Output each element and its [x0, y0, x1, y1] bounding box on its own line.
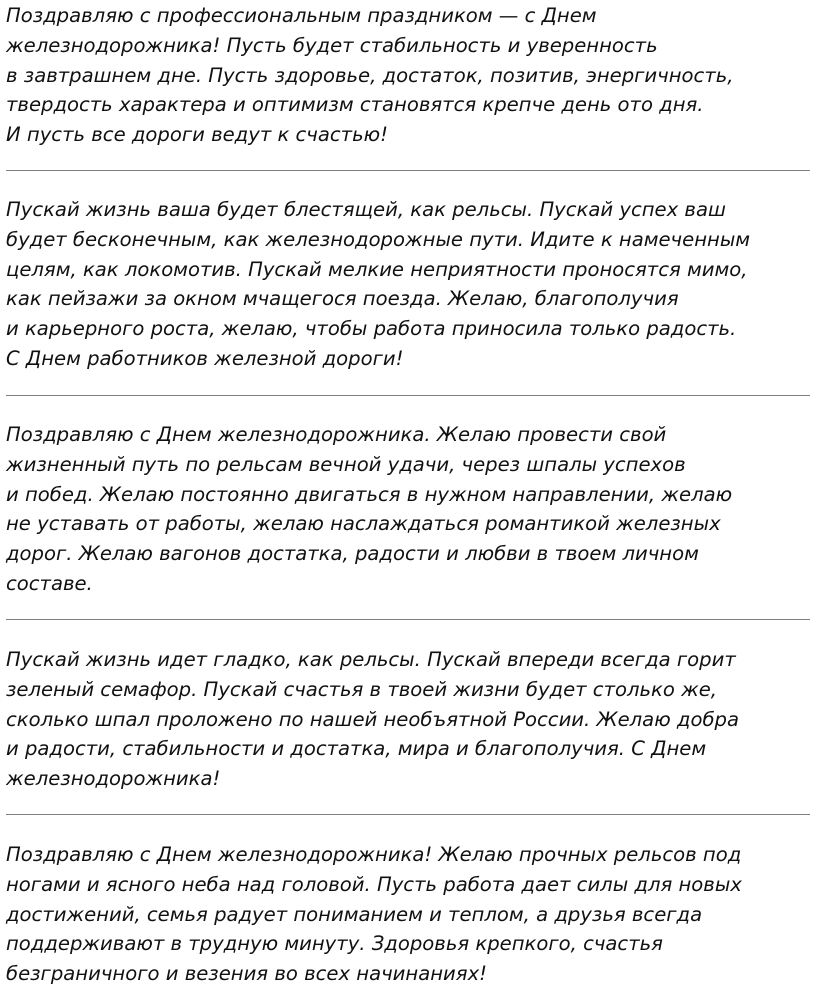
greeting-line: ногами и ясного неба над головой. Пусть работа дает силы для новых — [6, 872, 742, 896]
divider — [6, 170, 810, 171]
greeting-line: жизненный путь по рельсам вечной удачи, через шпалы успехов — [6, 452, 686, 476]
greeting-line: составе. — [6, 571, 93, 595]
greeting-line: железнодорожника! — [6, 767, 221, 791]
greeting-1 — [6, 1, 814, 150]
greeting-line: дорог. Желаю вагонов достатка, радости и любви в твоем личном — [6, 542, 699, 566]
greeting-2 — [6, 195, 814, 374]
greeting-line: в завтрашнем дне. Пусть здоровье, достаток, позитив, энергичность, — [6, 63, 734, 87]
greeting-line: и радости, стабильности и достатка, мира и благополучия. С Днем — [6, 737, 707, 761]
greeting-line: твердость характера и оптимизм становятся крепче день ото дня. — [6, 93, 704, 117]
divider — [6, 619, 810, 620]
greeting-3 — [6, 420, 814, 599]
greeting-line: безграничного и везения во всех начинаниях! — [6, 962, 488, 986]
greeting-5 — [6, 840, 814, 989]
greeting-4 — [6, 645, 814, 794]
greeting-line: железнодорожника! Пусть будет стабильность и уверенность — [6, 33, 658, 57]
greeting-line: как пейзажи за окном мчащегося поезда. Желаю, благополучия — [6, 287, 679, 311]
divider — [6, 395, 810, 396]
greeting-line: и побед. Желаю постоянно двигаться в нужном направлении, желаю — [6, 482, 733, 506]
greeting-line: И пусть все дороги ведут к счастью! — [6, 123, 388, 147]
greeting-line: будет бесконечным, как железнодорожные пути. Идите к намеченным — [6, 227, 751, 251]
greeting-line: поддерживают в трудную минуту. Здоровья крепкого, счастья — [6, 932, 663, 956]
greeting-line: зеленый семафор. Пускай счастья в твоей жизни будет столько же, — [6, 677, 718, 701]
greeting-line: и карьерного роста, желаю, чтобы работа приносила только радость. — [6, 317, 737, 341]
greeting-line: Поздравляю с Днем железнодорожника! Желаю прочных рельсов под — [6, 843, 742, 866]
greeting-line: Поздравляю с Днем железнодорожника. Желаю провести свой — [6, 423, 667, 446]
greeting-line: Пускай жизнь ваша будет блестящей, как рельсы. Пускай успех ваш — [6, 198, 726, 221]
greeting-line: сколько шпал проложено по нашей необъятной России. Желаю добра — [6, 707, 739, 731]
greeting-line: целям, как локомотив. Пускай мелкие неприятности проносятся мимо, — [6, 257, 748, 281]
greeting-line: Поздравляю с профессиональным праздником — с Днем — [6, 4, 597, 27]
divider — [6, 814, 810, 815]
greeting-line: достижений, семья радует пониманием и теплом, а друзья всегда — [6, 902, 703, 926]
greeting-line: не уставать от работы, желаю наслаждаться романтикой железных — [6, 512, 721, 536]
greeting-line: Пускай жизнь идет гладко, как рельсы. Пускай впереди всегда горит — [6, 648, 736, 671]
greeting-line: С Днем работников железной дороги! — [6, 346, 404, 370]
